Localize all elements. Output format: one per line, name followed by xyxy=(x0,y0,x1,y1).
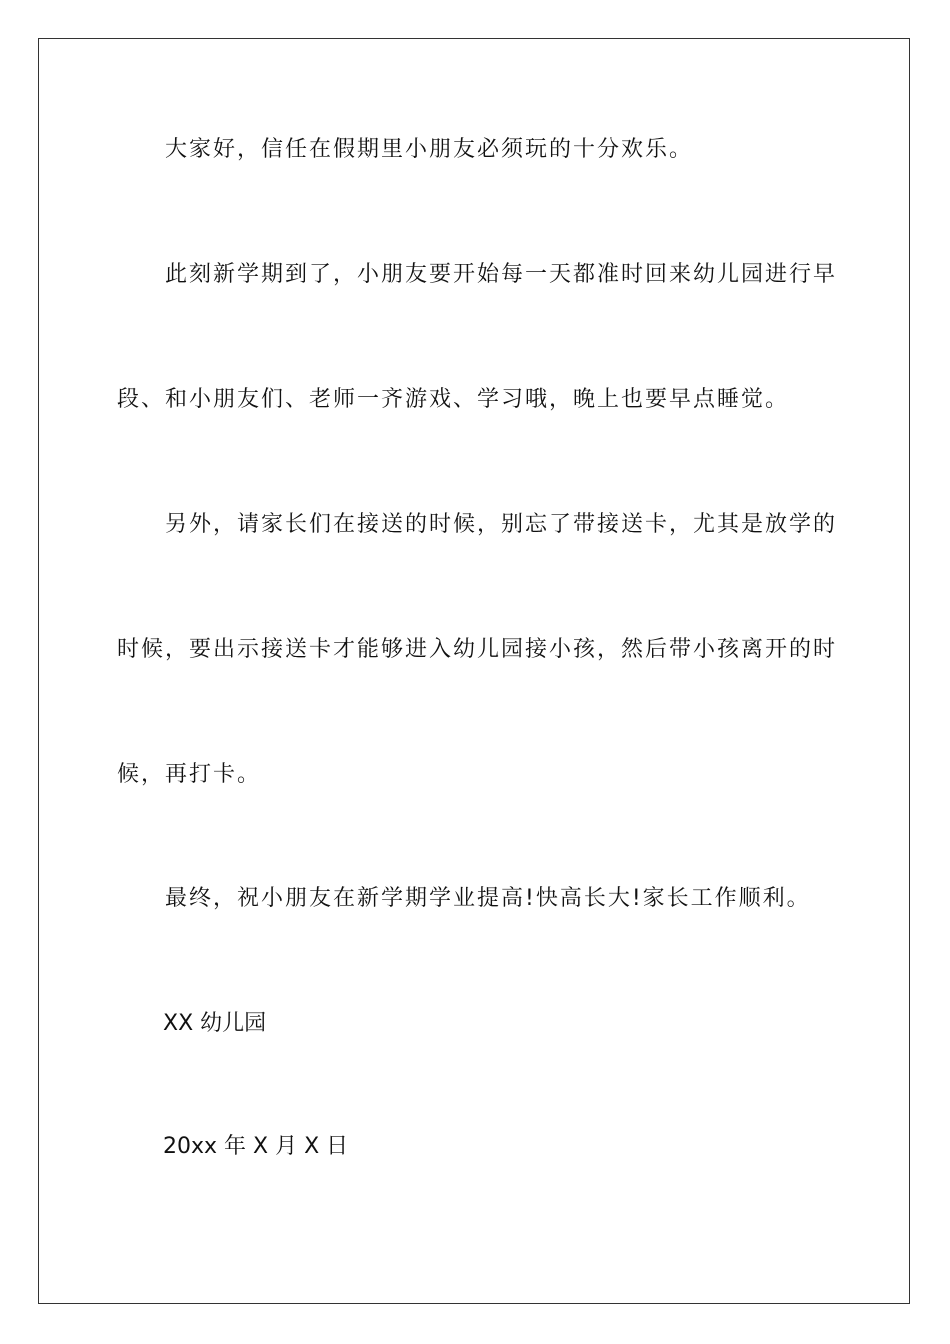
paragraph-line: 另外，请家长们在接送的时候，别忘了带接送卡，尤其是放学的 xyxy=(165,512,838,537)
signature: XX 幼儿园 xyxy=(163,1011,267,1036)
paragraph-line: 候，再打卡。 xyxy=(117,762,262,787)
paragraph-line: 此刻新学期到了，小朋友要开始每一天都准时回来幼儿园进行早 xyxy=(165,262,838,287)
paragraph-line: 时候，要出示接送卡才能够进入幼儿园接小孩，然后带小孩离开的时 xyxy=(117,637,838,662)
page-border xyxy=(38,38,910,1304)
greeting-line: 大家好，信任在假期里小朋友必须玩的十分欢乐。 xyxy=(165,137,694,162)
closing-line: 最终，祝小朋友在新学期学业提高!快高长大!家长工作顺利。 xyxy=(165,886,811,911)
paragraph-line: 段、和小朋友们、老师一齐游戏、学习哦，晚上也要早点睡觉。 xyxy=(117,387,790,412)
date: 20xx 年 X 月 X 日 xyxy=(163,1134,349,1159)
